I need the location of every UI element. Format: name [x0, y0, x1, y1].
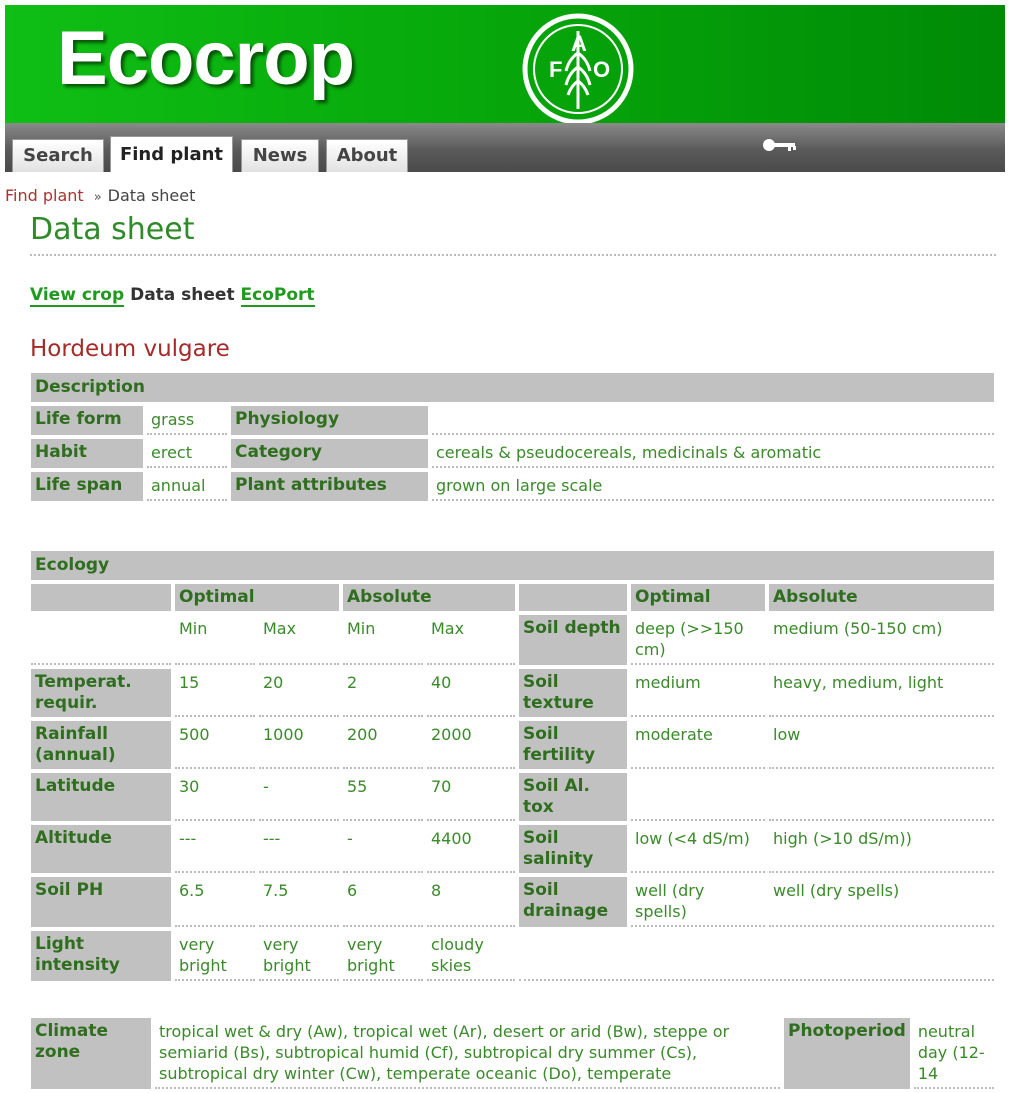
soil-drainage-absolute: well (dry spells) — [769, 877, 994, 927]
breadcrumb — [5, 186, 195, 205]
plant-attributes-value: grown on large scale — [432, 472, 994, 501]
soil-optimal-header: Optimal — [631, 584, 765, 611]
altitude-opt-min: --- — [175, 825, 255, 873]
soil-drainage-optimal: well (dry spells) — [631, 877, 765, 927]
soil-salinity-optimal: low (<4 dS/m) — [631, 825, 765, 873]
soil-corner — [519, 584, 627, 611]
soil-salinity-absolute: high (>10 dS/m)) — [769, 825, 994, 873]
tab-news[interactable]: News — [241, 139, 319, 172]
optimal-min-label: Min — [175, 615, 255, 665]
key-icon[interactable] — [762, 136, 798, 154]
altitude-abs-max: 4400 — [427, 825, 515, 873]
data-sheet-label: Data sheet — [130, 285, 235, 305]
optimal-max-label: Max — [259, 615, 339, 665]
temperature-opt-min: 15 — [175, 669, 255, 717]
rainfall-abs-min: 200 — [343, 721, 423, 769]
latitude-label: Latitude — [31, 773, 171, 821]
photoperiod-value: neutral day (12-14 — [914, 1018, 994, 1089]
soil-texture-label: Soil texture — [519, 669, 627, 717]
absolute-header: Absolute — [343, 584, 515, 611]
ecology-table — [27, 547, 998, 985]
physiology-value — [432, 406, 994, 435]
view-links — [30, 285, 315, 305]
svg-text:O: O — [593, 57, 611, 82]
header-banner — [5, 5, 1005, 123]
category-value: cereals & pseudocereals, medicinals & aromatic — [432, 439, 994, 468]
soil-depth-optimal: deep (>>150 cm) — [631, 615, 765, 665]
soil-fertility-optimal: moderate — [631, 721, 765, 769]
soil-al-tox-optimal — [631, 773, 765, 821]
soil-ph-abs-min: 6 — [343, 877, 423, 927]
life-span-value: annual — [147, 472, 227, 501]
temperature-abs-max: 40 — [427, 669, 515, 717]
ecoport-link[interactable]: EcoPort — [240, 285, 315, 305]
soil-depth-label: Soil depth — [519, 615, 627, 665]
absolute-max-label: Max — [427, 615, 515, 665]
optimal-header: Optimal — [175, 584, 339, 611]
soil-ph-opt-min: 6.5 — [175, 877, 255, 927]
absolute-min-label: Min — [343, 615, 423, 665]
svg-text:F: F — [549, 57, 563, 82]
life-form-label: Life form — [31, 406, 143, 435]
latitude-abs-min: 55 — [343, 773, 423, 821]
tab-find-plant[interactable]: Find plant — [110, 136, 233, 172]
climate-table — [27, 1014, 998, 1093]
title-divider — [30, 254, 996, 256]
fao-emblem-icon — [521, 13, 635, 125]
altitude-abs-min: - — [343, 825, 423, 873]
rainfall-opt-min: 500 — [175, 721, 255, 769]
light-intensity-label: Light intensity — [31, 931, 171, 981]
top-navigation — [5, 123, 1005, 172]
view-crop-link[interactable]: View crop — [30, 285, 125, 305]
light-abs-max: cloudy skies — [427, 931, 515, 981]
latitude-opt-min: 30 — [175, 773, 255, 821]
temperature-opt-max: 20 — [259, 669, 339, 717]
tab-search[interactable]: Search — [12, 139, 104, 172]
soil-fertility-label: Soil fertility — [519, 721, 627, 769]
light-soil-spacer — [519, 931, 994, 981]
description-heading: Description — [31, 373, 994, 402]
soil-al-tox-label: Soil Al. tox — [519, 773, 627, 821]
climate-zone-label: Climate zone — [31, 1018, 151, 1089]
species-name: Hordeum vulgare — [30, 336, 230, 362]
temperature-label: Temperat. requir. — [31, 669, 171, 717]
ecology-heading: Ecology — [31, 551, 994, 580]
latitude-abs-max: 70 — [427, 773, 515, 821]
ecocrop-logo[interactable]: Ecocrop — [57, 16, 355, 101]
breadcrumb-find-plant[interactable]: Find plant — [5, 186, 84, 205]
rainfall-opt-max: 1000 — [259, 721, 339, 769]
soil-absolute-header: Absolute — [769, 584, 994, 611]
habit-label: Habit — [31, 439, 143, 468]
soil-fertility-absolute: low — [769, 721, 994, 769]
breadcrumb-separator: » — [93, 190, 102, 205]
minmax-spacer — [31, 615, 171, 665]
climate-zone-value: tropical wet & dry (Aw), tropical wet (Ar), desert or arid (Bw), steppe or semiarid (Bs), subtropical humid (Cf), subtropical dry summer (Cs), subtropical dry winter (Cw), temperate oceanic (Do), temperate — [155, 1018, 780, 1089]
latitude-opt-max: - — [259, 773, 339, 821]
description-table — [27, 369, 998, 505]
rainfall-label: Rainfall (annual) — [31, 721, 171, 769]
soil-ph-label: Soil PH — [31, 877, 171, 927]
life-span-label: Life span — [31, 472, 143, 501]
life-form-value: grass — [147, 406, 227, 435]
temperature-abs-min: 2 — [343, 669, 423, 717]
category-label: Category — [231, 439, 428, 468]
light-opt-max: very bright — [259, 931, 339, 981]
altitude-opt-max: --- — [259, 825, 339, 873]
photoperiod-label: Photoperiod — [784, 1018, 910, 1089]
soil-ph-opt-max: 7.5 — [259, 877, 339, 927]
light-opt-min: very bright — [175, 931, 255, 981]
soil-drainage-label: Soil drainage — [519, 877, 627, 927]
soil-texture-optimal: medium — [631, 669, 765, 717]
tab-about[interactable]: About — [326, 139, 408, 172]
page-title: Data sheet — [30, 212, 195, 247]
physiology-label: Physiology — [231, 406, 428, 435]
soil-salinity-label: Soil salinity — [519, 825, 627, 873]
soil-depth-absolute: medium (50-150 cm) — [769, 615, 994, 665]
light-abs-min: very bright — [343, 931, 423, 981]
rainfall-abs-max: 2000 — [427, 721, 515, 769]
soil-ph-abs-max: 8 — [427, 877, 515, 927]
altitude-label: Altitude — [31, 825, 171, 873]
breadcrumb-current: Data sheet — [107, 186, 196, 205]
soil-al-tox-absolute — [769, 773, 994, 821]
habit-value: erect — [147, 439, 227, 468]
svg-text:A: A — [571, 31, 587, 56]
plant-attributes-label: Plant attributes — [231, 472, 428, 501]
soil-texture-absolute: heavy, medium, light — [769, 669, 994, 717]
ecology-corner — [31, 584, 171, 611]
